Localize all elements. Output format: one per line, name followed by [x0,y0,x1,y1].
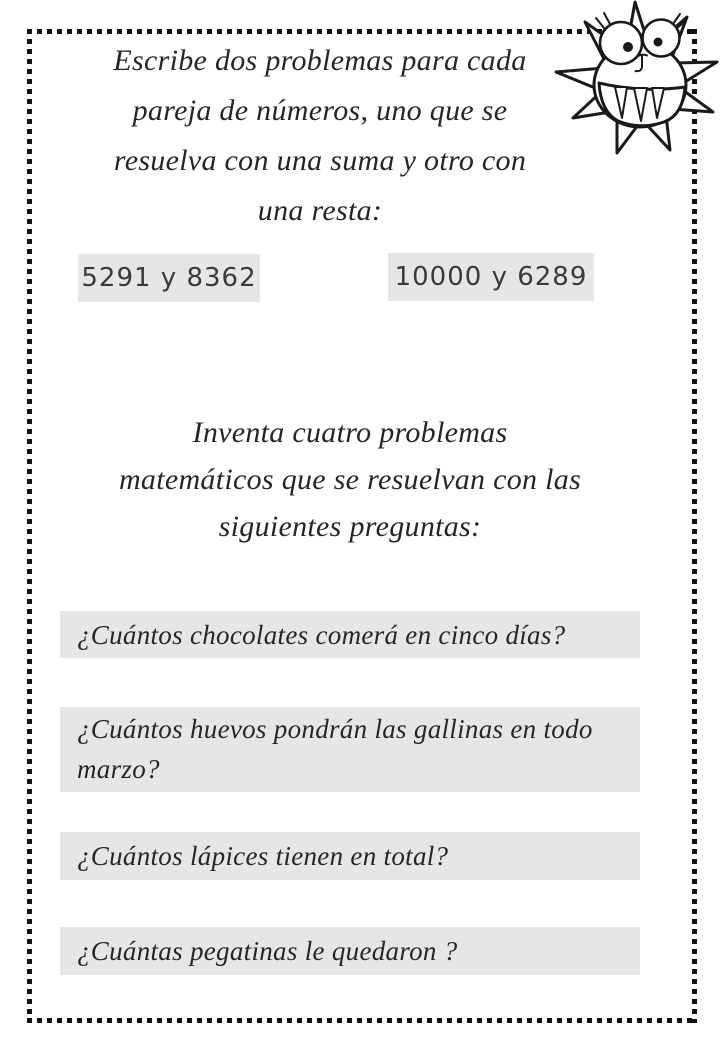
question-text: ¿Cuántas pegatinas le quedaron ? [77,936,458,966]
question-text: ¿Cuántos huevos pondrán las gallinas en todo marzo? [77,714,593,784]
dotted-border-right [692,29,697,1023]
instruction-line: pareja de números, uno que se [132,94,508,127]
question-box [60,611,640,658]
instruction-line: Escribe dos problemas para cada [113,44,527,77]
instruction-invent-four-problems [40,409,660,550]
question-text: ¿Cuántos lápices tienen en total? [77,841,449,871]
instruction-line: una resta: [257,194,383,227]
instruction-line: resuelva con una suma y otro con [113,144,527,177]
instruction-line: Inventa cuatro problemas [192,416,508,449]
question-box [60,927,640,975]
question-box [60,707,640,792]
question-box [60,832,640,880]
instruction-write-two-problems [30,36,610,236]
number-pair-box-2 [388,253,594,301]
number-pair-box-1 [78,254,260,302]
instruction-line: matemáticos que se resuelvan con las [118,463,582,496]
instruction-line: siguientes preguntas: [218,510,482,543]
number-pair-label: 10000 y 6289 [394,262,588,292]
number-pair-label: 5291 y 8362 [81,263,257,293]
dotted-border-bottom [27,1018,697,1023]
sun-face-icon [552,0,720,162]
question-text: ¿Cuántos chocolates comerá en cinco días? [77,619,566,650]
